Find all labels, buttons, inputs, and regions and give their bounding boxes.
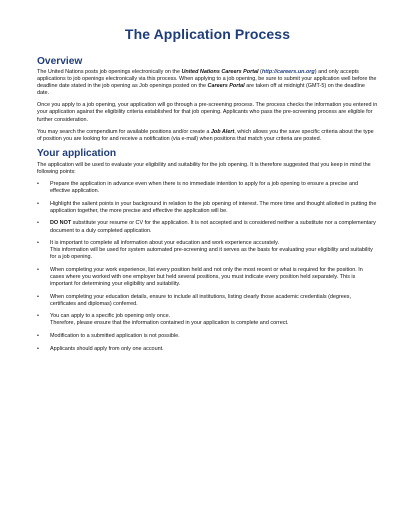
list-item-text: Highlight the salient points in your background in relation to the job opening of interest. The more time and thought allotted in putting the application together, the more precise and effective the application will be. [50, 200, 377, 214]
list-item [37, 294, 378, 308]
bullet-icon: • [37, 220, 39, 227]
overview-paragraph-1 [37, 69, 378, 97]
overview-paragraph-3 [37, 129, 378, 143]
list-item [37, 240, 378, 261]
overview-p3-text-a: You may search the compendium for available positions and/or create a [37, 128, 211, 135]
list-item-text: When completing your work experience, list every position held and not only the most recent or what is required for the position. In cases where you worked with one employer but held several positions, you must indicate every position held separately. This is important for determining your eligibility and suitability. [50, 266, 363, 288]
bullet-icon: • [37, 293, 39, 300]
page-title: The Application Process [124, 26, 291, 42]
overview-paragraph-2: Once you apply to a job opening, your application will go through a pre-screening process. The process checks the information you entered in your application against the eligibility criteria established for that job opening. Applicants who pass the pre-screening process are eligible for further consideration. [37, 102, 378, 123]
careers-portal-name: United Nations Careers Portal [181, 69, 259, 75]
list-item-text: Applicants should apply from only one account. [50, 345, 164, 352]
overview-p1-text-c: ) and only accepts applications to job openings electronically via this process. When applying to a job opening, be sure to submit your application well before the deadline date stated in the job opening as Job openings posted on the [37, 69, 377, 90]
careers-portal-link[interactable]: http://careers.un.org [261, 69, 315, 75]
job-alert-term: Job Alert [210, 128, 235, 135]
list-item [37, 313, 378, 327]
list-item-text: It is important to complete all information about your education and work experience accurately. [50, 240, 279, 247]
overview-p1-text-a: The United Nations posts job openings electronically on the [37, 69, 182, 75]
bullet-icon: • [37, 181, 39, 188]
list-item-text: Prepare the application in advance even when there is no immediate intention to apply for a job opening to ensure a precise and effective application. [50, 181, 359, 195]
your-application-heading: Your application [37, 147, 117, 159]
bullet-icon: • [37, 266, 39, 273]
bullet-icon: • [37, 333, 39, 340]
bullet-icon: • [37, 200, 39, 207]
list-item-text: When completing your education details, ensure to include all institutions, listing clearly those academic credentials (degrees, certificates and diplomas) conferred. [50, 293, 352, 307]
bullet-icon: • [37, 313, 39, 320]
list-item [37, 333, 378, 340]
list-item-text: substitute your resume or CV for the application. It is not accepted and is considered neither a substitute nor a complementary document to a duly completed application. [50, 220, 376, 234]
list-item [37, 267, 378, 288]
bullet-icon: • [37, 345, 39, 352]
overview-p1-text-b: ( [258, 69, 262, 75]
bullet-icon: • [37, 240, 39, 247]
do-not-emphasis: DO NOT [50, 220, 72, 227]
application-points-list [37, 181, 378, 353]
list-item-text: You can apply to a specific job opening only once. [50, 313, 171, 320]
list-item-text-continued: This information will be used for system automated pre-screening and it serves as the basis for evaluating your eligibility and suitability for a job opening. [50, 247, 373, 261]
careers-portal-name-2: Careers Portal [207, 83, 245, 90]
list-item [37, 201, 378, 215]
list-item [37, 346, 378, 353]
list-item-text-continued: Therefore, please ensure that the information contained in your application is complete and correct. [50, 320, 289, 327]
list-item-text: Modification to a submitted application is not possible. [50, 333, 180, 340]
list-item [37, 181, 378, 195]
overview-p3-text-b: , which allows you the save specific criteria about the type of position you are looking for and receive a notification (via e-mail) when positions that match your criteria are posted. [37, 128, 374, 142]
application-intro: The application will be used to evaluate your eligibility and suitability for the job opening. It is therefore suggested that you keep in mind the following points: [37, 161, 371, 175]
list-item [37, 220, 378, 234]
overview-p1-text-d: are taken off at midnight (GMT-5) on the deadline date. [37, 83, 365, 97]
overview-heading: Overview [37, 56, 83, 67]
